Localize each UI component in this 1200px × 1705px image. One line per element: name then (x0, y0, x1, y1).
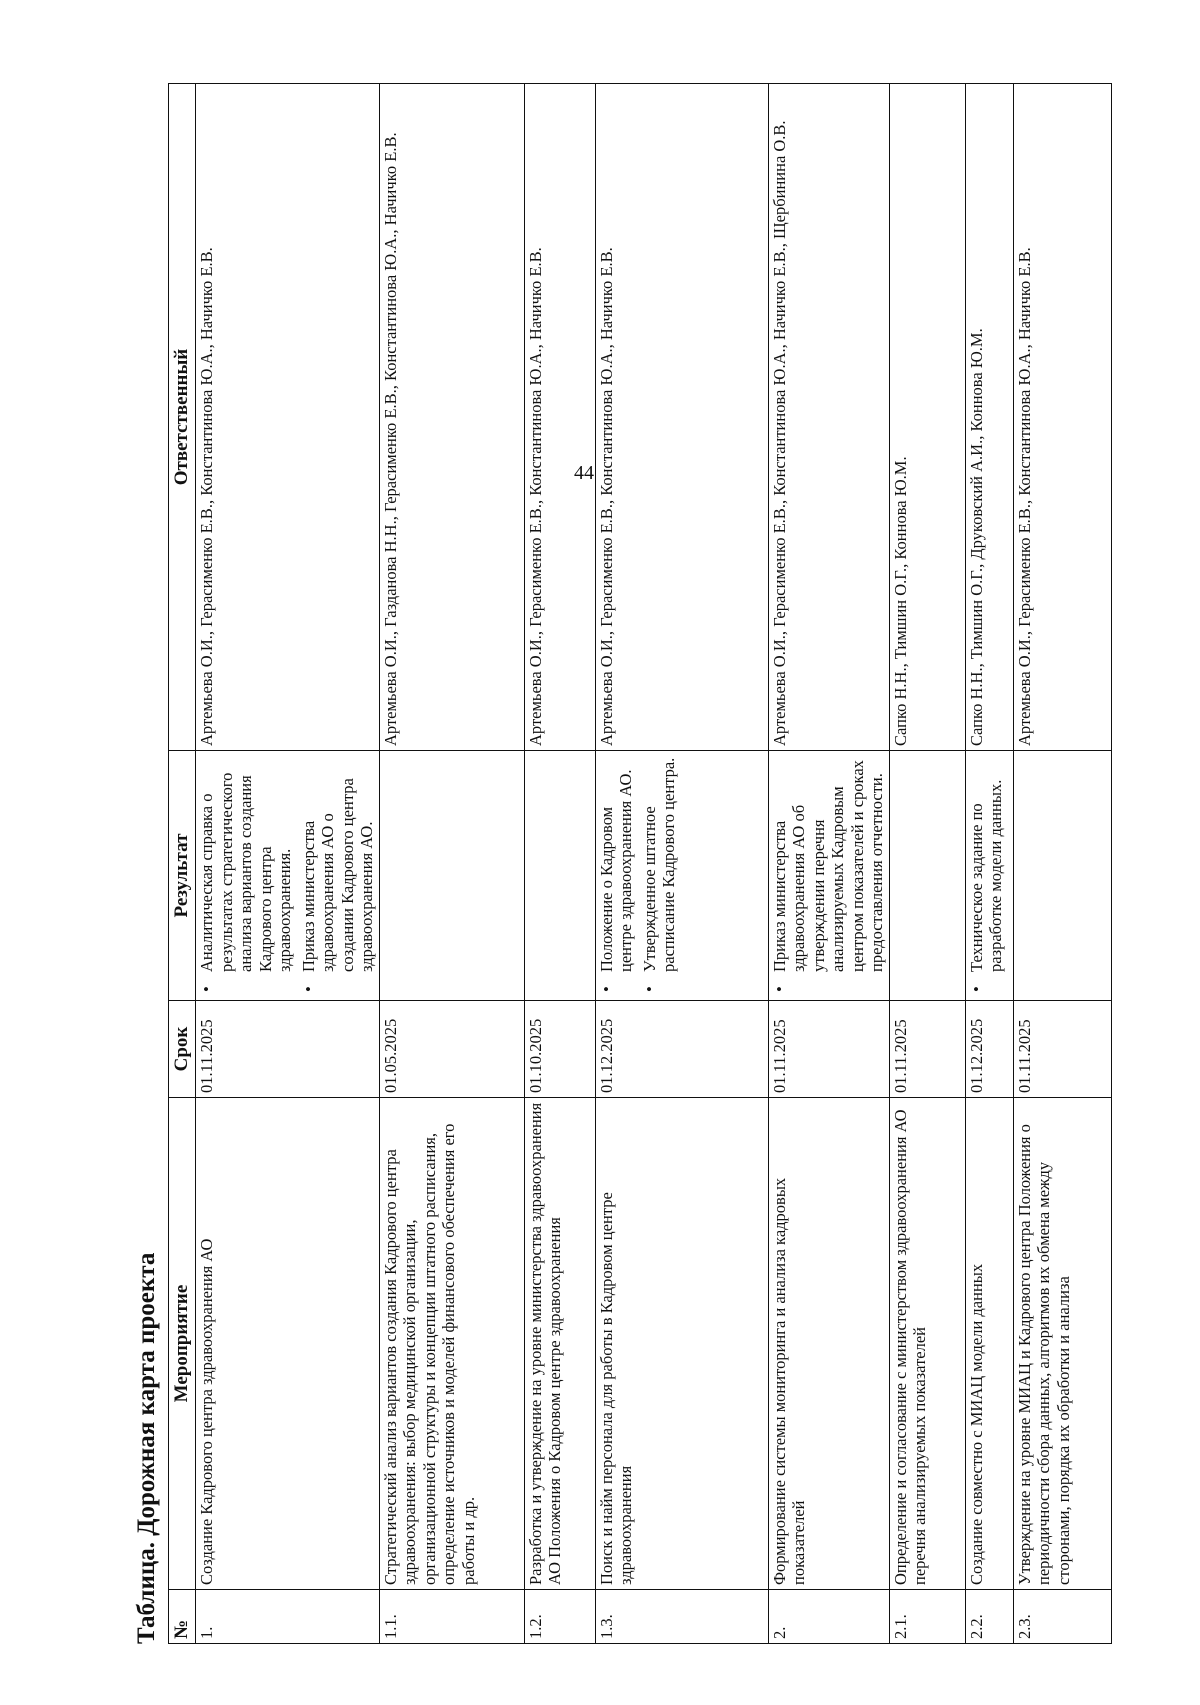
table-row (1013, 84, 1111, 1644)
cell-num: 2. (768, 1590, 889, 1644)
cell-num: 2.3. (1013, 1590, 1111, 1644)
cell-deadline: 01.11.2025 (1013, 1001, 1111, 1098)
cell-responsible (524, 84, 595, 751)
cell-deadline: 01.05.2025 (379, 1001, 524, 1098)
cell-result (196, 751, 380, 1001)
cell-responsible (768, 84, 889, 751)
responsible-name: Артемьева О.И., Герасименко Е.В., Константинова Ю.А., Начичко Е.В. (525, 247, 545, 746)
cell-event: Создание совместно с МИАЦ модели данных (965, 1098, 1013, 1590)
cell-event: Разработка и утверждение на уровне министерства здравоохранения АО Положения о Кадровом центре здравоохранения (524, 1098, 595, 1590)
cell-num: 1.1. (379, 1590, 524, 1644)
cell-deadline: 01.11.2025 (196, 1001, 380, 1098)
cell-event: Формирование системы мониторинга и анализа кадровых показателей (768, 1098, 889, 1590)
table-caption: Таблица. Дорожная карта проекта (133, 1252, 160, 1644)
table-row (889, 84, 965, 1644)
cell-num: 1.3. (595, 1590, 768, 1644)
cell-responsible (889, 84, 965, 751)
cell-responsible (965, 84, 1013, 751)
responsible-name: Артемьева О.И., Герасименко Е.В., Константинова Ю.А., Начичко Е.В. (596, 247, 616, 746)
result-list (770, 755, 887, 996)
cell-result (1013, 751, 1111, 1001)
cell-result (965, 751, 1013, 1001)
cell-num: 2.1. (889, 1590, 965, 1644)
result-item: • Аналитическая справка о результатах стратегического анализа вариантов создания Кадрового центра здравоохранения. (197, 755, 295, 996)
cell-result (524, 751, 595, 1001)
cell-event: Поиск и найм персонала для работы в Кадровом центре здравоохранения (595, 1098, 768, 1590)
cell-deadline: 01.12.2025 (965, 1001, 1013, 1098)
result-item: • Приказ министерства здравоохранения АО об утверждении перечня анализируемых Кадровым центром показателей и сроках предоставления отчетности. (770, 755, 887, 996)
responsible-name: Сапко Н.Н., Тимшин О.Г., Друковский А.И., Коннова Ю.М. (966, 328, 986, 746)
cell-responsible (1013, 84, 1111, 751)
result-list (197, 755, 377, 996)
rotated-page-content (124, 84, 1200, 1644)
cell-responsible (379, 84, 524, 751)
table-row (595, 84, 768, 1644)
responsible-name: Артемьева О.И., Герасименко Е.В., Константинова Ю.А., Начичко Е.В., Щербинина О.В. (769, 120, 789, 746)
table-row (965, 84, 1013, 1644)
cell-num: 2.2. (965, 1590, 1013, 1644)
responsible-name: Сапко Н.Н., Тимшин О.Г., Коннова Ю.М. (890, 456, 910, 746)
cell-event: Создание Кадрового центра здравоохранения АО (196, 1098, 380, 1590)
table-row (768, 84, 889, 1644)
cell-result (889, 751, 965, 1001)
result-item: • Техническое задание по разработке модели данных. (967, 755, 1006, 996)
result-item: • Приказ министерства здравоохранения АО о создании Кадрового центра здравоохранения АО. (299, 755, 377, 996)
result-list (967, 755, 1006, 996)
cell-num: 1.2. (524, 1590, 595, 1644)
cell-result (595, 751, 768, 1001)
header-deadline: Срок (169, 1001, 196, 1098)
table-row (196, 84, 380, 1644)
cell-result (379, 751, 524, 1001)
cell-num: 1. (196, 1590, 380, 1644)
table-body (196, 84, 1112, 1644)
cell-deadline: 01.11.2025 (889, 1001, 965, 1098)
result-list (597, 755, 679, 996)
cell-result (768, 751, 889, 1001)
responsible-name: Артемьева О.И., Газданова Н.Н., Герасименко Е.В., Константинова Ю.А., Начичко Е.В. (380, 132, 400, 746)
cell-responsible (595, 84, 768, 751)
result-item: • Положение о Кадровом центре здравоохранения АО. (597, 755, 636, 996)
header-responsible: Ответственный (169, 84, 196, 751)
cell-event: Определение и согласование с министерством здравоохранения АО перечня анализируемых показателей (889, 1098, 965, 1590)
roadmap-table (168, 83, 1112, 1644)
cell-responsible (196, 84, 380, 751)
table-row (379, 84, 524, 1644)
table-header-row (169, 84, 196, 1644)
cell-deadline: 01.12.2025 (595, 1001, 768, 1098)
responsible-name: Артемьева О.И., Герасименко Е.В., Константинова Ю.А., Начичко Е.В. (1014, 247, 1034, 746)
header-event: Мероприятие (169, 1098, 196, 1590)
cell-deadline: 01.10.2025 (524, 1001, 595, 1098)
cell-event: Стратегический анализ вариантов создания Кадрового центра здравоохранения: выбор медицинской организации, организационной структуры и концепции штатного расписания, определение источников и моделей финансового обеспечения его работы и др. (379, 1098, 524, 1590)
result-item: • Утвержденное штатное расписание Кадрового центра. (640, 755, 679, 996)
responsible-name: Артемьева О.И., Герасименко Е.В., Константинова Ю.А., Начичко Е.В. (197, 247, 216, 746)
cell-deadline: 01.11.2025 (768, 1001, 889, 1098)
header-num: № (169, 1590, 196, 1644)
page-number: 44 (574, 462, 594, 484)
header-result: Результат (169, 751, 196, 1001)
table-row (524, 84, 595, 1644)
cell-event: Утверждение на уровне МИАЦ и Кадрового центра Положения о периодичности сбора данных, алгоритмов их обмена между сторонами, порядка их обработки и анализа (1013, 1098, 1111, 1590)
